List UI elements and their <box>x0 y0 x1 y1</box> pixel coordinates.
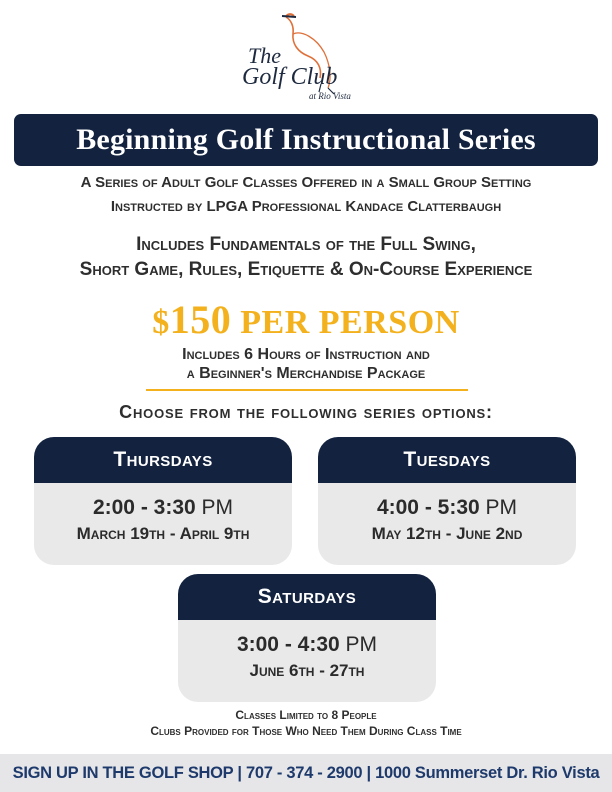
option-time <box>178 620 436 657</box>
option-details <box>178 620 436 702</box>
option-day: Thursdays <box>34 437 292 483</box>
option-ampm: PM <box>201 496 234 519</box>
option-details <box>318 483 576 565</box>
price <box>0 296 612 343</box>
option-time-range: 2:00 - 3:30 <box>92 496 196 519</box>
option-ampm: PM <box>485 496 518 519</box>
option-day: Tuesdays <box>318 437 576 483</box>
option-ampm: PM <box>345 633 378 656</box>
includes-hours-line-1: Includes 6 Hours of Instruction and <box>182 346 430 363</box>
choose-heading: Choose from the following series options: <box>119 402 493 422</box>
golf-club-logo <box>236 8 386 110</box>
option-details <box>34 483 292 565</box>
option-time-range: 4:00 - 5:30 <box>376 496 480 519</box>
series-option-tuesdays <box>318 437 576 565</box>
option-dates: March 19th - April 9th <box>76 524 250 543</box>
limit-note-2: Clubs Provided for Those Who Need Them During Class Time <box>150 724 462 738</box>
option-time-range: 3:00 - 4:30 <box>236 633 340 656</box>
gold-divider <box>146 389 468 391</box>
option-dates: May 12th - June 2nd <box>371 524 523 543</box>
option-time <box>34 483 292 520</box>
series-option-saturdays <box>178 574 436 702</box>
price-unit: PER PERSON <box>240 304 460 341</box>
includes-line-2: Short Game, Rules, Etiquette & On-Course Experience <box>79 259 533 280</box>
option-day: Saturdays <box>178 574 436 620</box>
price-amount: 150 <box>169 297 232 342</box>
includes-line-1: Includes Fundamentals of the Full Swing, <box>136 234 476 255</box>
footer-text: SIGN UP IN THE GOLF SHOP | 707 - 374 - 2900 | 1000 Summerset Dr. Rio Vista <box>12 763 600 782</box>
option-time <box>318 483 576 520</box>
includes-hours-line-2: a Beginner's Merchandise Package <box>186 365 426 382</box>
page-title: Beginning Golf Instructional Series <box>76 123 536 156</box>
signup-footer <box>0 754 612 792</box>
logo-the: The <box>248 43 281 68</box>
subtitle-line-2: Instructed by LPGA Professional Kandace Clatterbaugh <box>110 198 502 215</box>
price-dollar: $ <box>152 304 170 341</box>
logo-subtitle: at Rio Vista <box>309 91 351 101</box>
subtitle-line-1: A Series of Adult Golf Classes Offered in a Small Group Setting <box>80 174 532 191</box>
series-option-thursdays <box>34 437 292 565</box>
option-dates: June 6th - 27th <box>249 661 365 680</box>
title-banner <box>14 114 598 166</box>
logo-name: Golf Club <box>242 64 338 90</box>
limit-note-1: Classes Limited to 8 People <box>235 708 377 722</box>
